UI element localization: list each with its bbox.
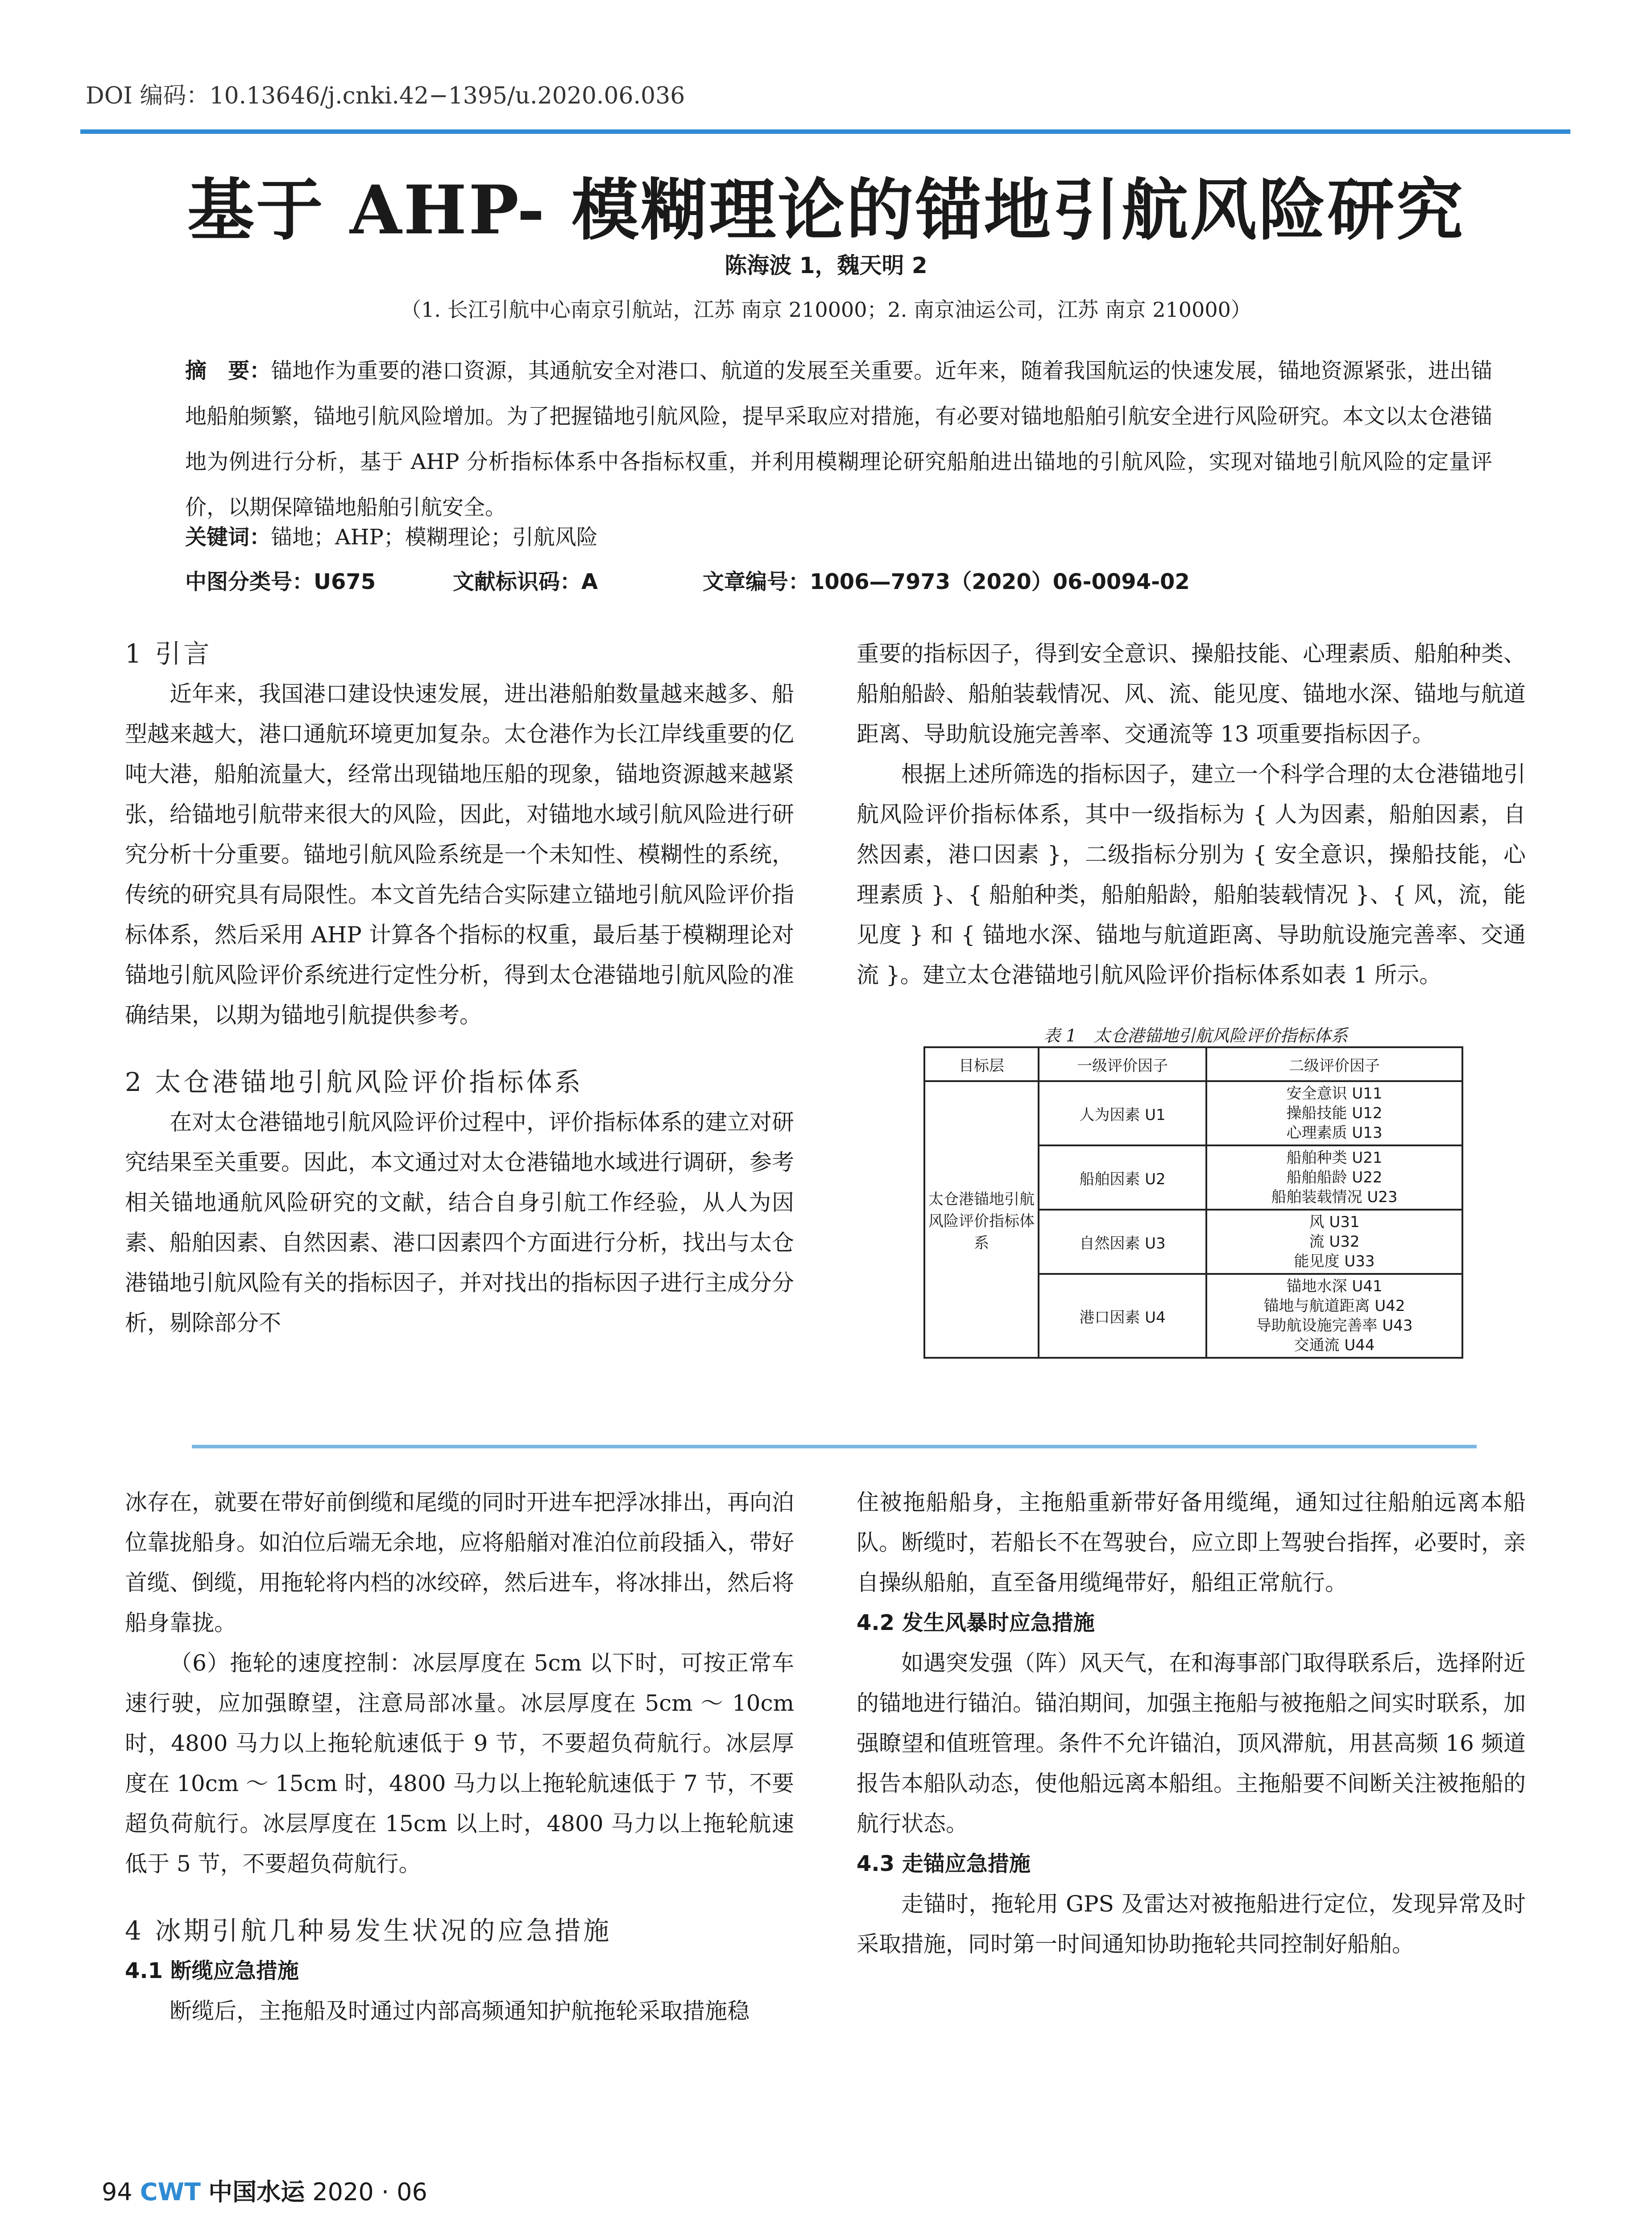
paper-title: 基于 AHP- 模糊理论的锚地引航风险研究 xyxy=(187,171,1465,249)
doi-line: DOI 编码：10.13646/j.cnki.42−1395/u.2020.06.036 xyxy=(86,83,685,109)
page-number: 94 xyxy=(102,2178,132,2206)
abstract-label: 摘 要： xyxy=(185,358,271,383)
column-right-top xyxy=(857,634,1526,995)
table-target-cell: 太仓港锚地引航风险评价指标体系 xyxy=(924,1081,1039,1358)
section-4-1-paragraph-cont: 住被拖船船身，主拖船重新带好备用缆绳，通知过往船舶远离本船队。断缆时，若船长不在驾驶台，应立即上驾驶台指挥，必要时，亲自操纵船舶，直至备用缆绳带好，船组正常航行。 xyxy=(857,1489,1526,1596)
table-header: 目标层 xyxy=(924,1047,1039,1081)
table-sub-item: 船舶装载情况 U23 xyxy=(1271,1188,1398,1206)
section-2-paragraph-2: 根据上述所筛选的指标因子，建立一个科学合理的太仓港锚地引航风险评价指标体系，其中一级指标为 { 人为因素，船舶因素，自然因素，港口因素 }，二级指标分别为 { 安全意识，操船技能，心理素质 }、{ 船舶种类，船舶船龄，船舶装载情况 }、{ 风，流，能见度 } 和 { 锚地水深、锚地与航道距离、导助航设施完善率、交通流 }。建立太仓港锚地引航风险评价指标体系如表 1 所示。 xyxy=(857,761,1526,988)
section-1-paragraph: 近年来，我国港口建设快速发展，进出港船舶数量越来越多、船型越来越大，港口通航环境更加复杂。太仓港作为长江岸线重要的亿吨大港，船舶流量大，经常出现锚地压船的现象，锚地资源越来越紧张，给锚地引航带来很大的风险，因此，对锚地水域引航风险进行研究分析十分重要。锚地引航风险系统是一个未知性、模糊性的系统，传统的研究具有局限性。本文首先结合实际建立锚地引航风险评价指标体系，然后采用 AHP 计算各个指标的权重，最后基于模糊理论对锚地引航风险评价系统进行定性分析，得到太仓港锚地引航风险的准确结果，以期为锚地引航提供参考。 xyxy=(125,681,794,1028)
classification-line xyxy=(185,564,1190,595)
section-4-3-paragraph: 走锚时，拖轮用 GPS 及雷达对被拖船进行定位，发现异常及时采取措施，同时第一时间通知协助拖轮共同控制好船舶。 xyxy=(857,1891,1526,1957)
section-2-title: 2 太仓港锚地引航风险评价指标体系 xyxy=(125,1067,584,1097)
table-sub-item: 能见度 U33 xyxy=(1294,1252,1375,1270)
table-factor-cell: 人为因素 U1 xyxy=(1039,1081,1206,1145)
journal-brand-logo: CWT xyxy=(140,2178,201,2206)
table-sub-item: 船舶船龄 U22 xyxy=(1286,1169,1383,1186)
section-4-2-paragraph: 如遇突发强（阵）风天气，在和海事部门取得联系后，选择附近的锚地进行锚泊。锚泊期间，加强主拖船与被拖船之间实时联系，加强瞭望和值班管理。条件不允许锚泊，顶风滞航，用甚高频 16 频道报告本船队动态，使他船远离本船组。主拖船要不间断关注被拖船的航行状态。 xyxy=(857,1650,1526,1837)
table-sub-item: 风 U31 xyxy=(1309,1213,1360,1231)
table-sub-cell xyxy=(1206,1274,1462,1358)
table-sub-cell xyxy=(1206,1210,1462,1274)
abstract-text: 锚地作为重要的港口资源，其通航安全对港口、航道的发展至关重要。近年来，随着我国航运的快速发展，锚地资源紧张，进出锚地船舶频繁，锚地引航风险增加。为了把握锚地引航风险，提早采取应对措施，有必要对锚地船舶引航安全进行风险研究。本文以太仓港锚地为例进行分析，基于 AHP 分析指标体系中各指标权重，并利用模糊理论研究船舶进出锚地的引航风险，实现对锚地引航风险的定量评价，以期保障锚地船舶引航安全。 xyxy=(185,358,1492,520)
keywords-label: 关键词： xyxy=(185,525,271,550)
table-header: 二级评价因子 xyxy=(1206,1047,1462,1081)
table-sub-cell xyxy=(1206,1145,1462,1210)
section-divider-rule xyxy=(192,1445,1477,1448)
section-4-1-paragraph: 断缆后，主拖船及时通过内部高频通知护航拖轮采取措施稳 xyxy=(170,1998,749,2024)
table-header: 一级评价因子 xyxy=(1039,1047,1206,1081)
table-sub-item: 操船技能 U12 xyxy=(1286,1104,1383,1122)
table-sub-item: 交通流 U44 xyxy=(1294,1336,1375,1354)
table-sub-item: 流 U32 xyxy=(1309,1233,1360,1251)
section-3-paragraph-6: （6）拖轮的速度控制：冰层厚度在 5cm 以下时，可按正常车速行驶，应加强瞭望，注意局部冰量。冰层厚度在 5cm ～ 10cm 时，4800 马力以上拖轮航速低于 9 节，不要超负荷航行。冰层厚度在 10cm ～ 15cm 时，4800 马力以上拖轮航速低于 7 节，不要超负荷航行。冰层厚度在 15cm 以上时，4800 马力以上拖轮航速低于 5 节，不要超负荷航行。 xyxy=(125,1650,794,1877)
table-sub-item: 安全意识 U11 xyxy=(1286,1085,1383,1103)
table-sub-item: 心理素质 U13 xyxy=(1286,1124,1383,1142)
table-sub-item: 锚地与航道距离 U42 xyxy=(1263,1297,1405,1315)
section-4-title: 4 冰期引航几种易发生状况的应急措施 xyxy=(125,1916,612,1946)
doc-code: 文献标识码：A xyxy=(453,569,598,594)
section-1-title: 1 引言 xyxy=(125,639,212,669)
column-left-bottom xyxy=(125,1482,794,2031)
table-sub-item: 锚地水深 U41 xyxy=(1286,1277,1383,1295)
keywords xyxy=(185,520,598,551)
table-factor-cell: 港口因素 U4 xyxy=(1039,1274,1206,1358)
clc-number: 中图分类号：U675 xyxy=(185,569,376,594)
table-1 xyxy=(923,1046,1463,1359)
section-4-2-title: 4.2 发生风暴时应急措施 xyxy=(857,1610,1095,1635)
section-3-paragraph-cont: 冰存在，就要在带好前倒缆和尾缆的同时开进车把浮冰排出，再向泊位靠拢船身。如泊位后端无余地，应将船艏对准泊位前段插入，带好首缆、倒缆，用拖轮将内档的冰绞碎，然后进车，将冰排出，然后将船身靠拢。 xyxy=(125,1489,794,1636)
table-sub-cell xyxy=(1206,1081,1462,1145)
table-factor-cell: 自然因素 U3 xyxy=(1039,1210,1206,1274)
table-factor-cell: 船舶因素 U2 xyxy=(1039,1145,1206,1210)
table-sub-item: 导助航设施完善率 U43 xyxy=(1256,1317,1413,1335)
article-number: 文章编号：1006—7973（2020）06-0094-02 xyxy=(703,569,1190,594)
section-4-3-title: 4.3 走锚应急措施 xyxy=(857,1851,1031,1876)
section-2-paragraph-1: 在对太仓港锚地引航风险评价过程中，评价指标体系的建立对研究结果至关重要。因此，本文通过对太仓港锚地水域进行调研，参考相关锚地通航风险研究的文献，结合自身引航工作经验，从人为因素、船舶因素、自然因素、港口因素四个方面进行分析，找出与太仓港锚地引航风险有关的指标因子，并对找出的指标因子进行主成分分析，剔除部分不 xyxy=(125,1109,794,1336)
authors: 陈海波 1，魏天明 2 xyxy=(725,253,927,278)
header-rule xyxy=(80,129,1570,134)
journal-name: 中国水运 xyxy=(208,2178,305,2206)
abstract xyxy=(185,348,1492,530)
page-footer xyxy=(102,2173,427,2207)
column-left-top xyxy=(125,634,794,1343)
journal-issue: 2020 · 06 xyxy=(312,2178,427,2206)
affiliation: （1. 长江引航中心南京引航站，江苏 南京 210000；2. 南京油运公司，江苏 南京 210000） xyxy=(401,298,1251,322)
keywords-text: 锚地；AHP；模糊理论；引航风险 xyxy=(271,525,598,550)
table-1-caption: 表 1 太仓港锚地引航风险评价指标体系 xyxy=(1043,1026,1348,1045)
section-2-paragraph-1-cont: 重要的指标因子，得到安全意识、操船技能、心理素质、船舶种类、船舶船龄、船舶装载情况、风、流、能见度、锚地水深、锚地与航道距离、导助航设施完善率、交通流等 13 项重要指标因子。 xyxy=(857,641,1526,747)
column-right-bottom xyxy=(857,1482,1526,1964)
table-sub-item: 船舶种类 U21 xyxy=(1286,1149,1383,1167)
section-4-1-title: 4.1 断缆应急措施 xyxy=(125,1958,299,1983)
